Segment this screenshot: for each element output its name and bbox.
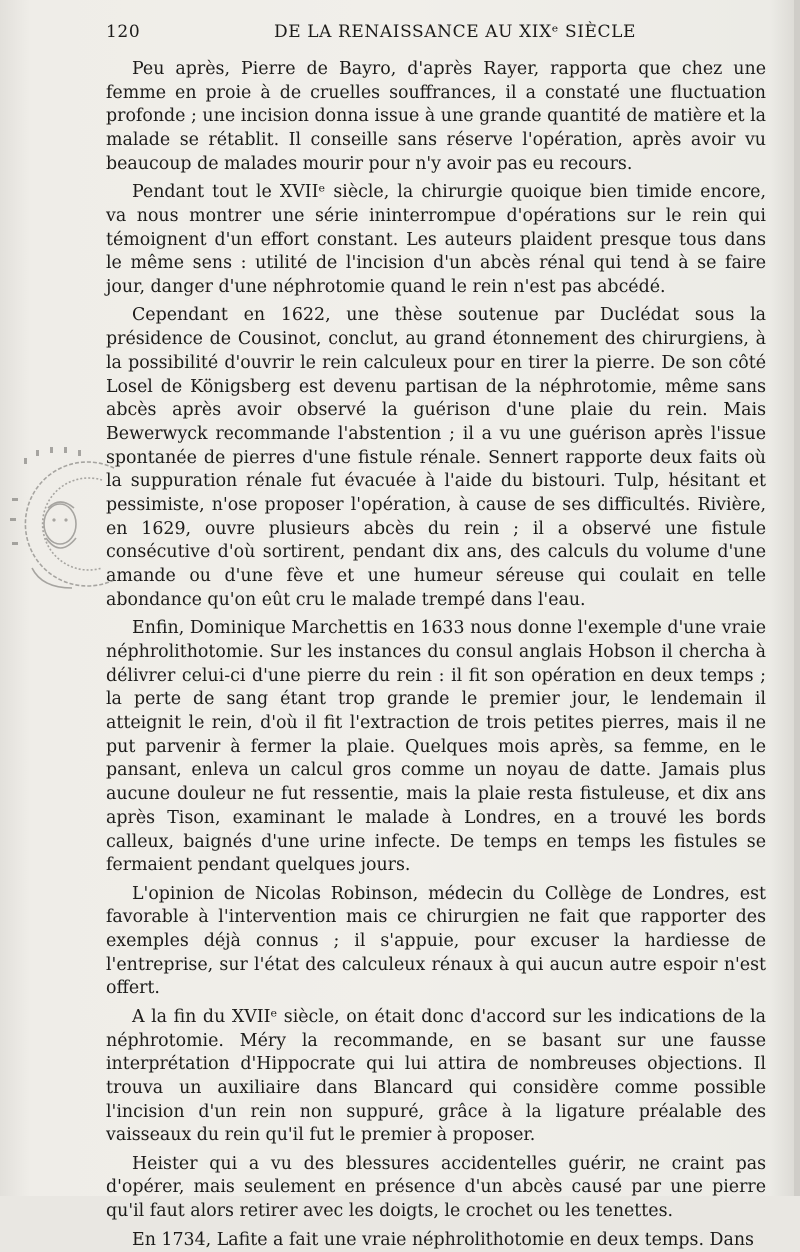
page-header [106, 22, 772, 48]
page-number: 120 [106, 22, 141, 42]
paragraph: Heister qui a vu des blessures accidentelles guérir, ne craint pas d'opérer, mais seulement en présence d'un abcès causé par une pierre qu'il faut alors retirer avec les doigts, le crochet ou les tenettes. [106, 1153, 766, 1222]
paragraph: En 1734, Lafite a fait une vraie néphrolithotomie en deux temps. Dans [132, 1229, 754, 1250]
running-title: DE LA RENAISSANCE AU XIXᵉ SIÈCLE [274, 22, 637, 42]
paragraph: Peu après, Pierre de Bayro, d'après Rayer, rapporta que chez une femme en proie à de cruelles souffrances, il a constaté une fluctuation profonde ; une incision donna issue à une grande quantité de matière et la malade se rétablit. Il conseille sans réserve l'opération, après avoir vu beaucoup de malades mourir pour n'y avoir pas eu recours. [106, 59, 766, 174]
paragraph: Enfin, Dominique Marchettis en 1633 nous donne l'exemple d'une vraie néphrolithotomie. Sur les instances du consul anglais Hobson il chercha à délivrer celui-ci d'une pierre du rein : il fit son opération en deux temps ; la perte de sang étant trop grande le premier jour, le lendemain il atteignit le rein, d'où il fit l'extraction de trois petites pierres, mais il ne put parvenir à fermer la plaie. Quelques mois après, sa femme, en le pansant, enleva un calcul gros comme un noyau de datte. Jamais plus aucune douleur ne fut ressentie, mais la plaie resta fistuleuse, et dix ans après Tison, examinant le malade à Londres, en a trouvé les bords calleux, baignés d'une urine infecte. De temps en temps les fistules se fermaient pendant quelques jours. [106, 618, 766, 876]
paragraph: Cependant en 1622, une thèse soutenue par Duclédat sous la présidence de Cousinot, conclut, au grand étonnement des chirurgiens, à la possibilité d'ouvrir le rein calculeux pour en tirer la pierre. De son côté Losel de Königsberg est devenu partisan de la néphrotomie, même sans abcès après avoir observé la guérison d'une plaie du rein. Mais Bewerwyck recommande l'abstention ; il a vu une guérison après l'issue spontanée de pierres d'une fistule rénale. Sennert rapporte deux faits où la suppuration rénale fut évacuée à l'aide du bistouri. Tulp, hésitant et pessimiste, n'ose proposer l'opération, à cause de ses difficultés. Rivière, en 1629, ouvre plusieurs abcès du rein ; il a observé une fistule consécutive d'où sortirent, pendant dix ans, des calculs du volume d'une amande ou d'une fève et une humeur séreuse qui coulait en telle abondance qu'on eût cru le malade trempé dans l'eau. [106, 305, 766, 610]
library-stamp-icon [2, 438, 122, 610]
paragraph: L'opinion de Nicolas Robinson, médecin du Collège de Londres, est favorable à l'intervention mais ce chirurgien ne fait que rapporter des exemples déjà connus ; il s'appuie, pour excuser la hardiesse de l'entreprise, sur l'état des calculeux rénaux à qui aucun autre espoir n'est offert. [106, 883, 766, 999]
page-edge [794, 0, 800, 1196]
paragraph: Pendant tout le XVIIᵉ siècle, la chirurgie quoique bien timide encore, va nous montrer une série ininterrompue d'opérations sur le rein qui témoignent d'un effort constant. Les auteurs plaident presque tous dans le même sens : utilité de l'incision d'un abcès rénal qui tend à se faire jour, danger d'une néphrotomie quand le rein n'est pas abcédé. [106, 182, 766, 298]
body-text [106, 58, 766, 1252]
paragraph: A la fin du XVIIᵉ siècle, on était donc d'accord sur les indications de la néphrotomie. Méry la recommande, en se basant sur une fausse interprétation d'Hippocrate qui lui attira de nombreuses objections. Il trouva un auxiliaire dans Blancard qui considère comme possible l'incision d'un rein non suppuré, grâce à la ligature préalable des vaisseaux du rein qu'il fut le premier à proposer. [106, 1006, 766, 1146]
